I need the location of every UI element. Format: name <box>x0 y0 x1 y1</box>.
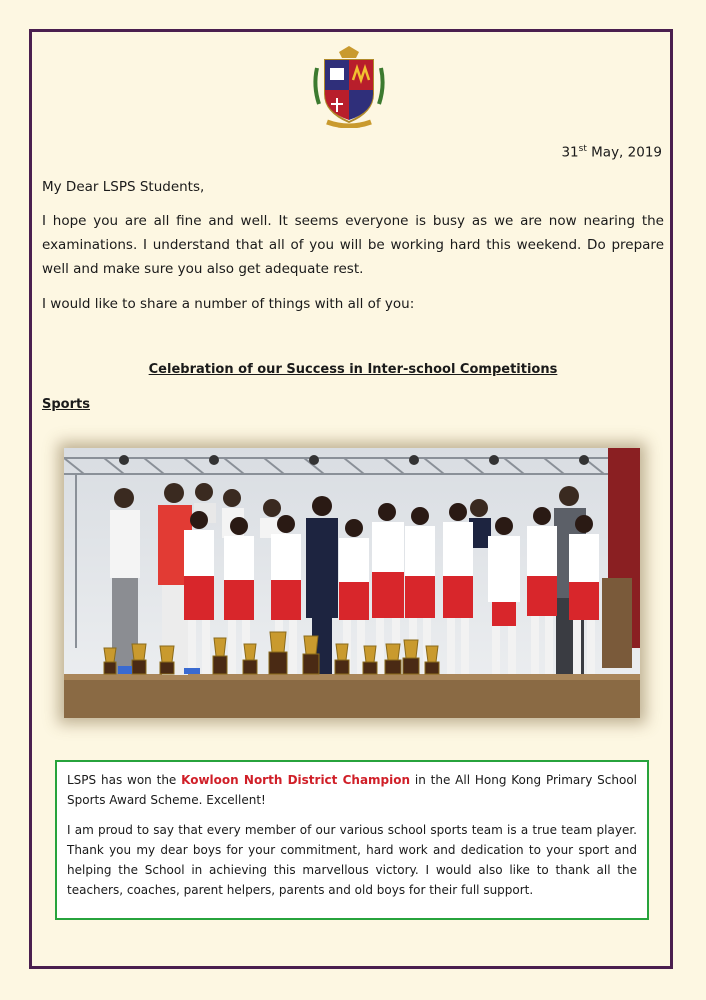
date-rest: May, 2019 <box>586 144 662 161</box>
award-intro-after: in the All Hong Kong Primary School Sports Award Scheme. Excellent! <box>67 773 637 807</box>
date-suffix: st <box>578 144 587 154</box>
date-day: 31 <box>561 144 579 161</box>
section-heading: Celebration of our Success in Inter-school Competitions <box>148 362 558 377</box>
award-intro-before: LSPS has won the <box>67 773 182 787</box>
letter-date <box>561 144 662 161</box>
award-body: I am proud to say that every member of our various school sports team is a true team player. Thank you my dear boys for your commitment, hard work and dedication to your sport and helping the School in achieving this marvellous victory. I would also like to thank all the teachers, coaches, parent helpers, parents and old boys for their full support. <box>67 823 637 897</box>
award-intro <box>67 770 637 810</box>
school-crest-icon <box>309 46 389 128</box>
subsection-heading: Sports <box>42 397 90 412</box>
award-highlight: Kowloon North District Champion <box>181 773 411 787</box>
intro-paragraph: I hope you are all fine and well. It seems everyone is busy as we are now nearing the examinations. I understand that all of you will be working hard this weekend. Do prepare well and make sure you also get adequate rest. <box>42 213 664 277</box>
team-photo <box>64 448 640 718</box>
salutation: My Dear LSPS Students, <box>42 179 205 195</box>
share-paragraph: I would like to share a number of things with all of you: <box>42 296 415 312</box>
award-announcement-box <box>55 760 649 920</box>
